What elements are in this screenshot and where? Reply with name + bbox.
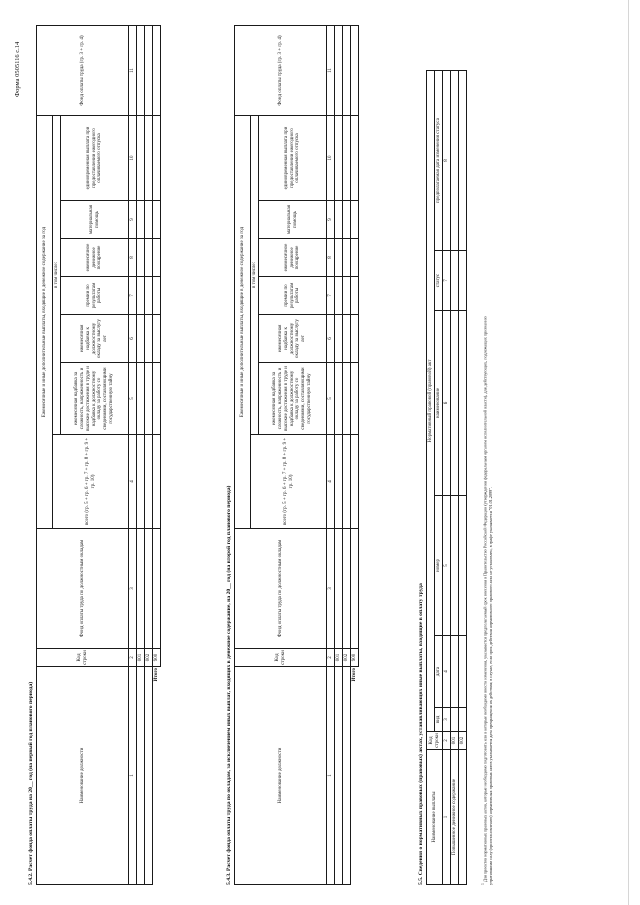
col-number: 1 [327,667,335,885]
total-label: Итого [351,668,357,682]
col-payment-name-header: Наименование выплаты [427,750,443,885]
row-code: 002 [459,732,467,750]
col-number: 2 [327,649,335,667]
col-number: 3 [443,708,451,732]
col-total-fund-header: Фонд оплаты труда (гр. 3 + гр. 4) [235,26,327,116]
col-number: 10 [129,116,137,201]
col-number: 4 [443,636,451,708]
col-number: 11 [129,26,137,116]
col-10-header: единовременная выплата при предоставлении ежегодного оплачиваемого отпуска [61,116,129,201]
col-6-header: ежемесячная надбавка к должностному окладу за выслугу лет [61,315,129,363]
section-5-4-3-title: 5.4.3. Расчет фонда оплаты труда по окладам, за исключением иных выплат, входящих в денежное содержание, на 20__ год (на второй год планового периода) [226,485,232,885]
col-number: 3 [327,529,335,649]
col-number: 9 [327,201,335,239]
col-type-header: вид [435,708,443,732]
footnote-text: Для проектов нормативных правовых актов, которые необходимо подготовить или в которые необходимо внести изменения, указывается предполагаемый срок внесения в Правительство Российской Федерации (утверждения федеральным органом исполнительной власти), для действующих, подлежащих признанию утратившими силу (приостановлению) нормативных правовых актов указывается дата прекращения их действия; в случае, если срок действия нормативного правового акта не установлен, в графе указывается "01.01.2099". [482,316,494,885]
col-number: 7 [129,277,137,315]
table-row [137,26,145,885]
col-fund-header: Фонд оплаты труда по должностным окладам [235,529,327,649]
col-8-header: ежемесячное денежное поощрение [259,239,327,277]
table-row [145,26,153,885]
form-code: Форма 0505116 с.14 [14,41,21,97]
col-incl-header: в том числе: [53,116,61,435]
col-number: 1 [443,750,451,885]
col-number: 2 [129,649,137,667]
col-number: 3 [129,529,137,649]
col-number: 6 [129,315,137,363]
table-row [459,71,467,885]
col-number: 5 [129,363,137,435]
col-name-header: Наименование должности [235,667,327,885]
table-row [335,26,343,885]
col-date-header: дата [435,636,443,708]
total-code: 900 [153,649,161,667]
section-5-5-title: 5.5. Сведения о нормативных правовых (правовых) актах, устанавливающих иные выплаты, входящие в оплату труда [418,583,424,885]
col-7-header: премии по результатам работы [61,277,129,315]
col-fund-header: Фонд оплаты труда по должностным окладам [37,529,129,649]
col-total-fund-header: Фонд оплаты труда (гр. 3 + гр. 4) [37,26,129,116]
col-number: 11 [327,26,335,116]
table-row [451,71,459,885]
col-number: 1 [129,667,137,885]
table-5-5 [426,70,467,885]
total-label: Итого [153,668,159,682]
col-statusdate-header: предполагаемая дата изменения статуса [435,71,443,251]
row-code: 001 [451,732,459,750]
col-8-header: ежемесячное денежное поощрение [61,239,129,277]
col-status-header: статус [435,251,443,311]
col-group-header: Ежемесячные и иные дополнительные выплаты, входящие в денежное содержание за год [37,116,53,529]
col-5-header: ежемесячная надбавка за сложность, напряженность и высокие достижения в труде и надбавка к должностному окладу за работу со сведениями, составляющими государственную тайну [61,363,129,435]
row-code: 002 [145,649,153,667]
col-number: 7 [327,277,335,315]
col-number: 9 [129,201,137,239]
row-code: 002 [343,649,351,667]
col-code-header: Код строки [427,732,443,750]
col-number: 4 [327,435,335,529]
col-number: 8 [327,239,335,277]
row-code: 001 [137,649,145,667]
footnote-mark: 1 [481,883,485,885]
col-number: 4 [129,435,137,529]
col-10-header: единовременная выплата при предоставлении ежегодного оплачиваемого отпуска [259,116,327,201]
col-act-header: Нормативный правовой (правовой) акт [427,71,435,732]
col-number: 6 [327,315,335,363]
col-number: 6 [443,311,451,496]
table-5-4-2 [36,25,161,885]
col-7-header: премии по результатам работы [259,277,327,315]
col-all-header: всего (гр. 5 + гр. 6 + гр. 7 + гр. 8 + гр. 9 + гр. 10) [53,435,129,529]
col-number: 8 [129,239,137,277]
total-row [351,26,359,885]
col-number: 7 [443,251,451,311]
col-number: 2 [443,732,451,750]
col-incl-header: в том числе: [251,116,259,435]
col-number: 5 [327,363,335,435]
payment-name: Повышенное денежное содержание [451,750,459,885]
table-5-4-3 [234,25,359,885]
col-number: 10 [327,116,335,201]
col-number-header: номер [435,496,443,636]
col-code-header: Код строки [37,649,129,667]
col-5-header: ежемесячная надбавка за сложность, напряженность и высокие достижения в труде и надбавка к должностному окладу за работу со сведениями, составляющими государственную тайну [259,363,327,435]
col-number: 5 [443,496,451,636]
col-all-header: всего (гр. 5 + гр. 6 + гр. 7 + гр. 8 + гр. 9 + гр. 10) [251,435,327,529]
col-9-header: материальная помощь [259,201,327,239]
footnote [480,305,494,885]
row-code: 001 [335,649,343,667]
total-code: 900 [351,649,359,667]
col-actname-header: наименование [435,311,443,496]
total-row [153,26,161,885]
col-number: 8 [443,71,451,251]
col-code-header: Код строки [235,649,327,667]
section-5-4-2-title: 5.4.2. Расчет фонда оплаты труда на 20__ год (на первый год планового периода) [28,681,34,885]
col-6-header: ежемесячная надбавка к должностному окладу за выслугу лет [259,315,327,363]
col-name-header: Наименование должности [37,667,129,885]
table-row [343,26,351,885]
col-9-header: материальная помощь [61,201,129,239]
col-group-header: Ежемесячные и иные дополнительные выплаты, входящие в денежное содержание за год [235,116,251,529]
